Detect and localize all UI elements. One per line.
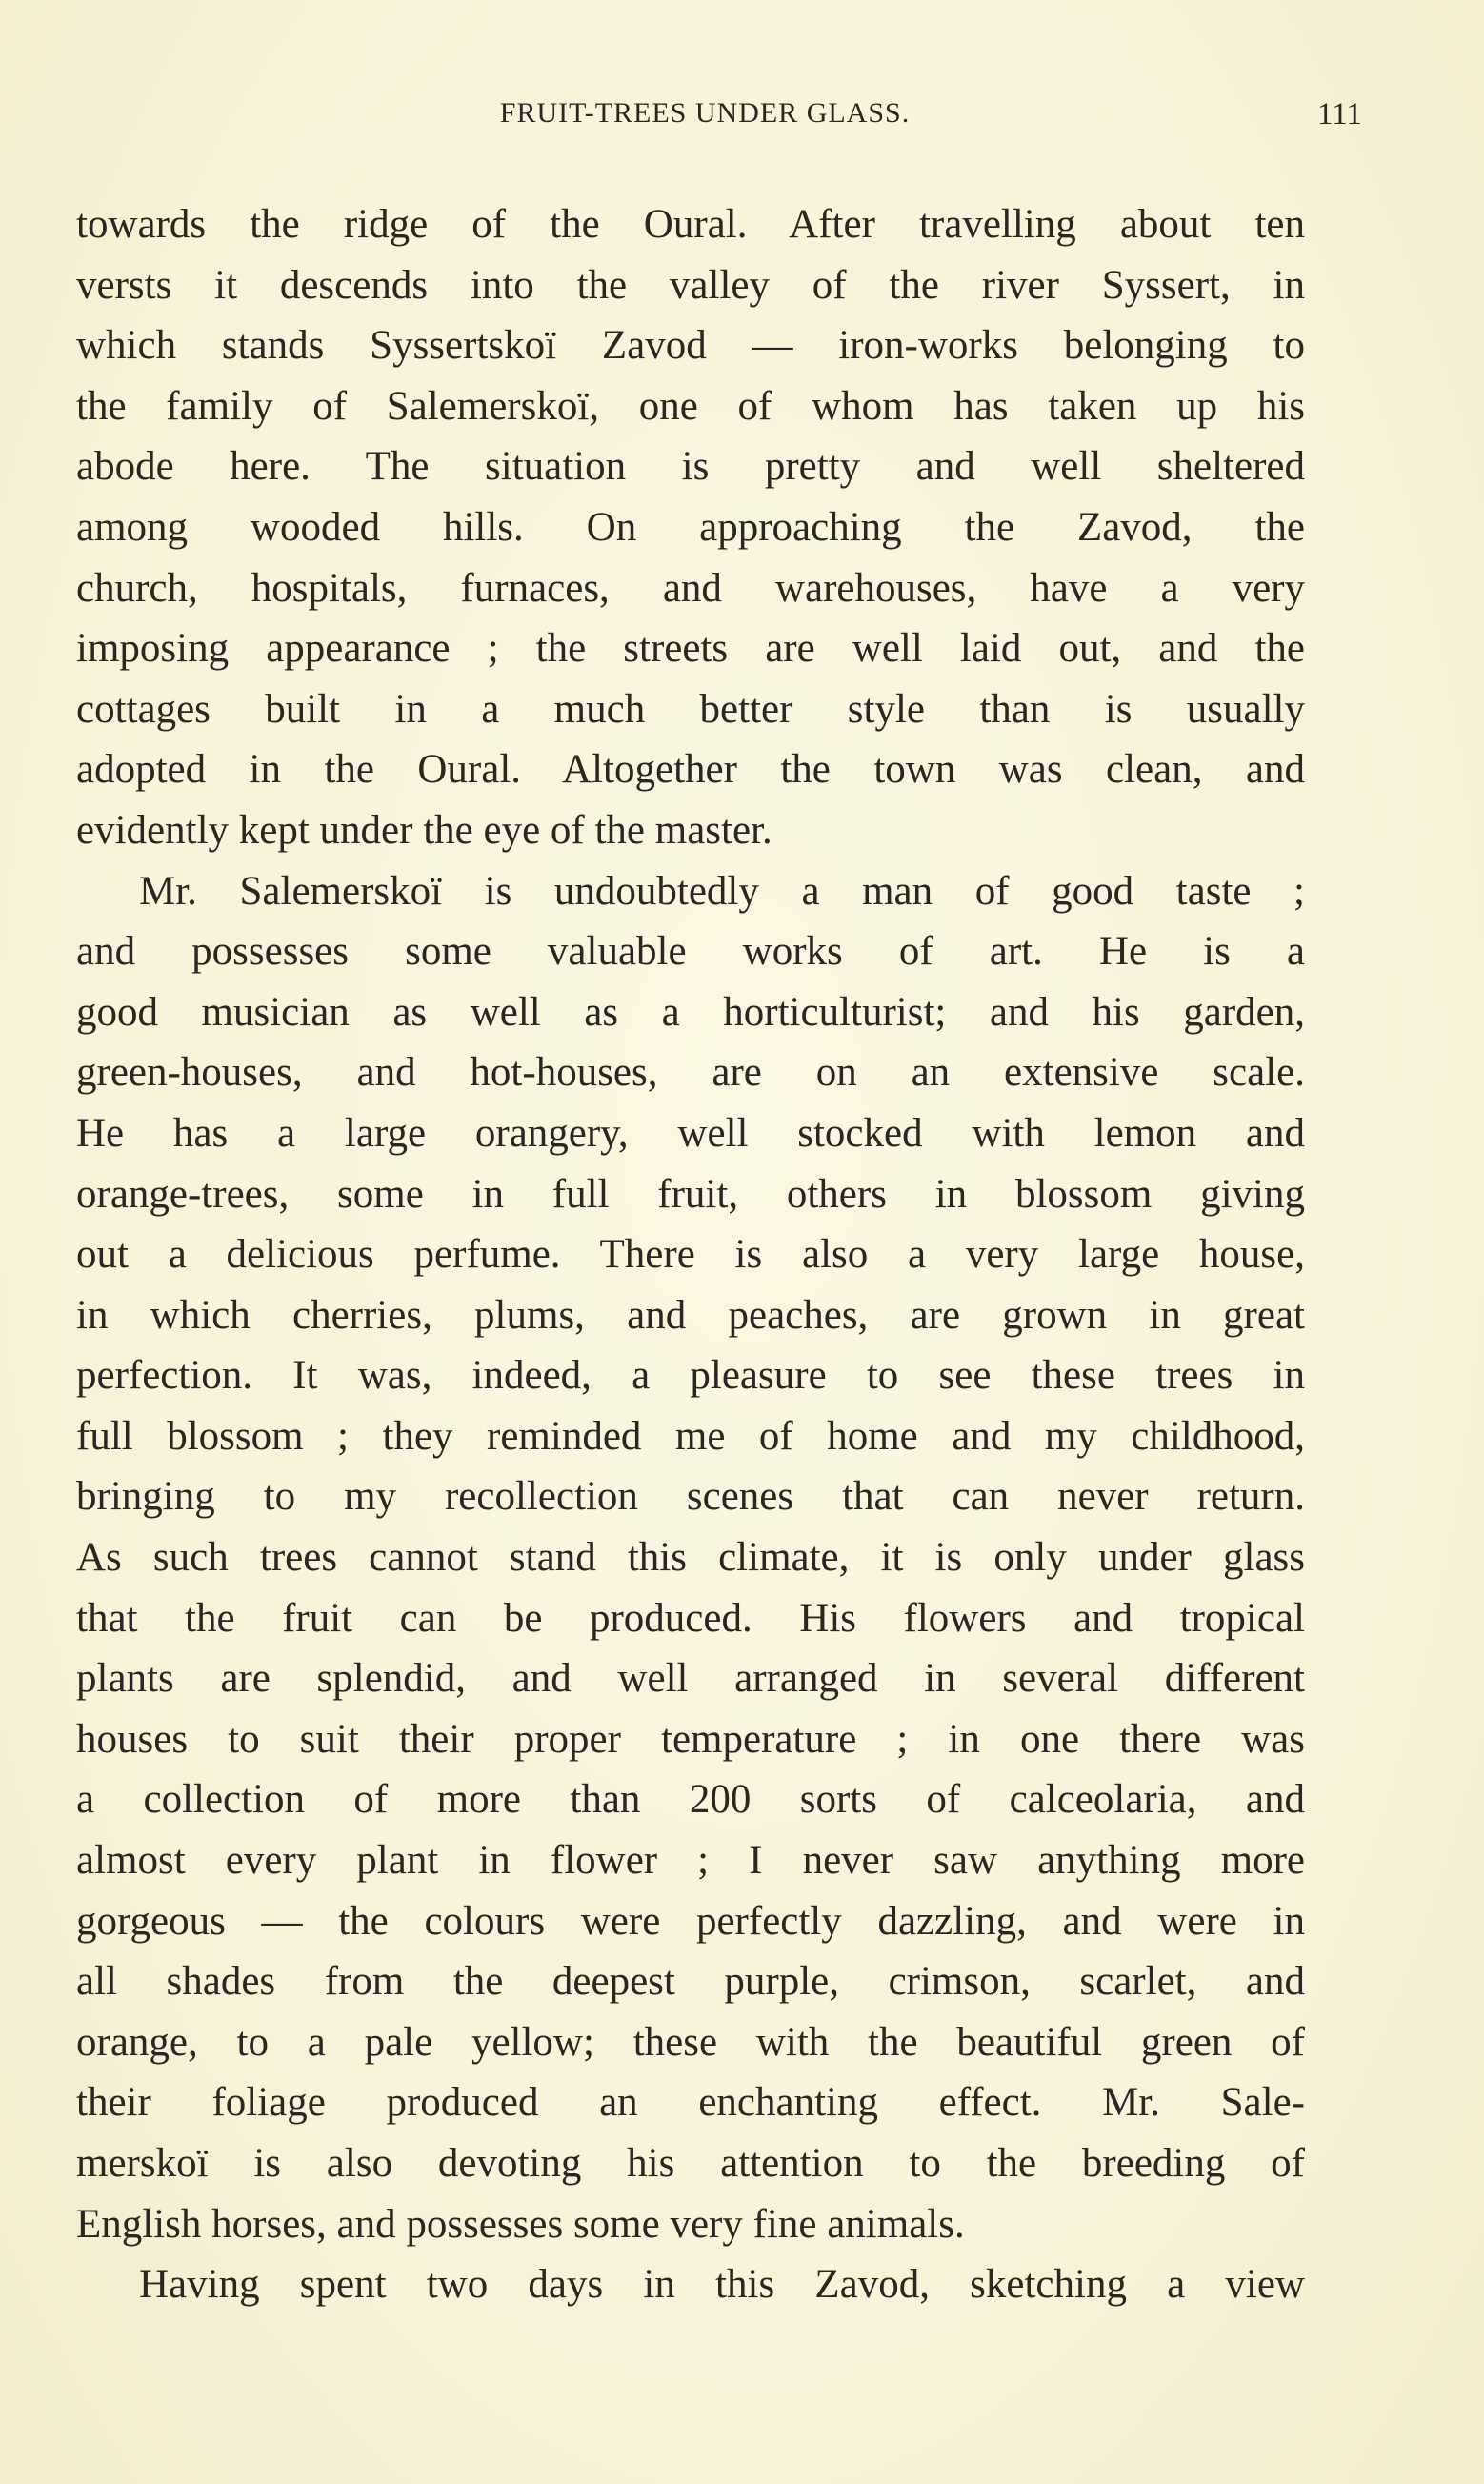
body-text bbox=[76, 194, 1305, 2315]
text-line: evidently kept under the eye of the master. bbox=[76, 807, 772, 853]
running-title: FRUIT-TREES UNDER GLASS. bbox=[499, 97, 911, 129]
paragraph-start-line: Mr. Salemerskoï is undoubtedly a man of good taste ; bbox=[139, 868, 1305, 914]
text-line: almost every plant in flower ; I never saw anything more bbox=[76, 1838, 1305, 1884]
text-line: all shades from the deepest purple, crimson, scarlet, and bbox=[76, 1959, 1305, 2005]
text-line: houses to suit their proper temperature ; in one there was bbox=[76, 1716, 1305, 1762]
text-line: versts it descends into the valley of the river Syssert, in bbox=[76, 262, 1305, 308]
text-line: merskoï is also devoting his attention to the breeding of bbox=[76, 2141, 1305, 2186]
text-line: cottages built in a much better style than is usually bbox=[76, 686, 1305, 732]
text-line: their foliage produced an enchanting effect. Mr. Sale- bbox=[76, 2080, 1305, 2126]
text-line: out a delicious perfume. There is also a very large house, bbox=[76, 1232, 1305, 1278]
paragraph-start-line: Having spent two days in this Zavod, sketching a view bbox=[139, 2262, 1305, 2308]
text-line: imposing appearance ; the streets are well laid out, and the bbox=[76, 626, 1305, 672]
text-line: green-houses, and hot-houses, are on an extensive scale. bbox=[76, 1050, 1305, 1096]
running-head bbox=[76, 97, 1362, 135]
text-line: perfection. It was, indeed, a pleasure to see these trees in bbox=[76, 1353, 1305, 1399]
text-line: and possesses some valuable works of art. He is a bbox=[76, 929, 1305, 975]
text-line: As such trees cannot stand this climate, it is only under glass bbox=[76, 1535, 1305, 1581]
page-number: 111 bbox=[1316, 97, 1362, 131]
text-line: church, hospitals, furnaces, and warehouses, have a very bbox=[76, 565, 1305, 611]
text-line: bringing to my recollection scenes that can never return. bbox=[76, 1474, 1305, 1520]
text-line: orange-trees, some in full fruit, others in blossom giving bbox=[76, 1171, 1305, 1217]
text-line: full blossom ; they reminded me of home and my childhood, bbox=[76, 1413, 1305, 1459]
text-line: English horses, and possesses some very fine animals. bbox=[76, 2201, 965, 2247]
text-line: towards the ridge of the Oural. After travelling about ten bbox=[76, 202, 1305, 247]
text-line: good musician as well as a horticulturist; and his garden, bbox=[76, 989, 1305, 1035]
text-line: abode here. The situation is pretty and well sheltered bbox=[76, 444, 1305, 490]
text-line: gorgeous — the colours were perfectly dazzling, and were in bbox=[76, 1898, 1305, 1944]
text-line: a collection of more than 200 sorts of calceolaria, and bbox=[76, 1777, 1305, 1823]
text-line: among wooded hills. On approaching the Zavod, the bbox=[76, 504, 1305, 550]
text-line: that the fruit can be produced. His flowers and tropical bbox=[76, 1595, 1305, 1641]
text-line: He has a large orangery, well stocked with lemon and bbox=[76, 1110, 1305, 1156]
text-line: adopted in the Oural. Altogether the town was clean, and bbox=[76, 747, 1305, 793]
text-line: orange, to a pale yellow; these with the beautiful green of bbox=[76, 2019, 1305, 2065]
text-line: plants are splendid, and well arranged in several different bbox=[76, 1656, 1305, 1702]
text-line: which stands Syssertskoï Zavod — iron-works belonging to bbox=[76, 323, 1305, 369]
text-line: in which cherries, plums, and peaches, are grown in great bbox=[76, 1292, 1305, 1338]
text-line: the family of Salemerskoï, one of whom has taken up his bbox=[76, 383, 1305, 429]
